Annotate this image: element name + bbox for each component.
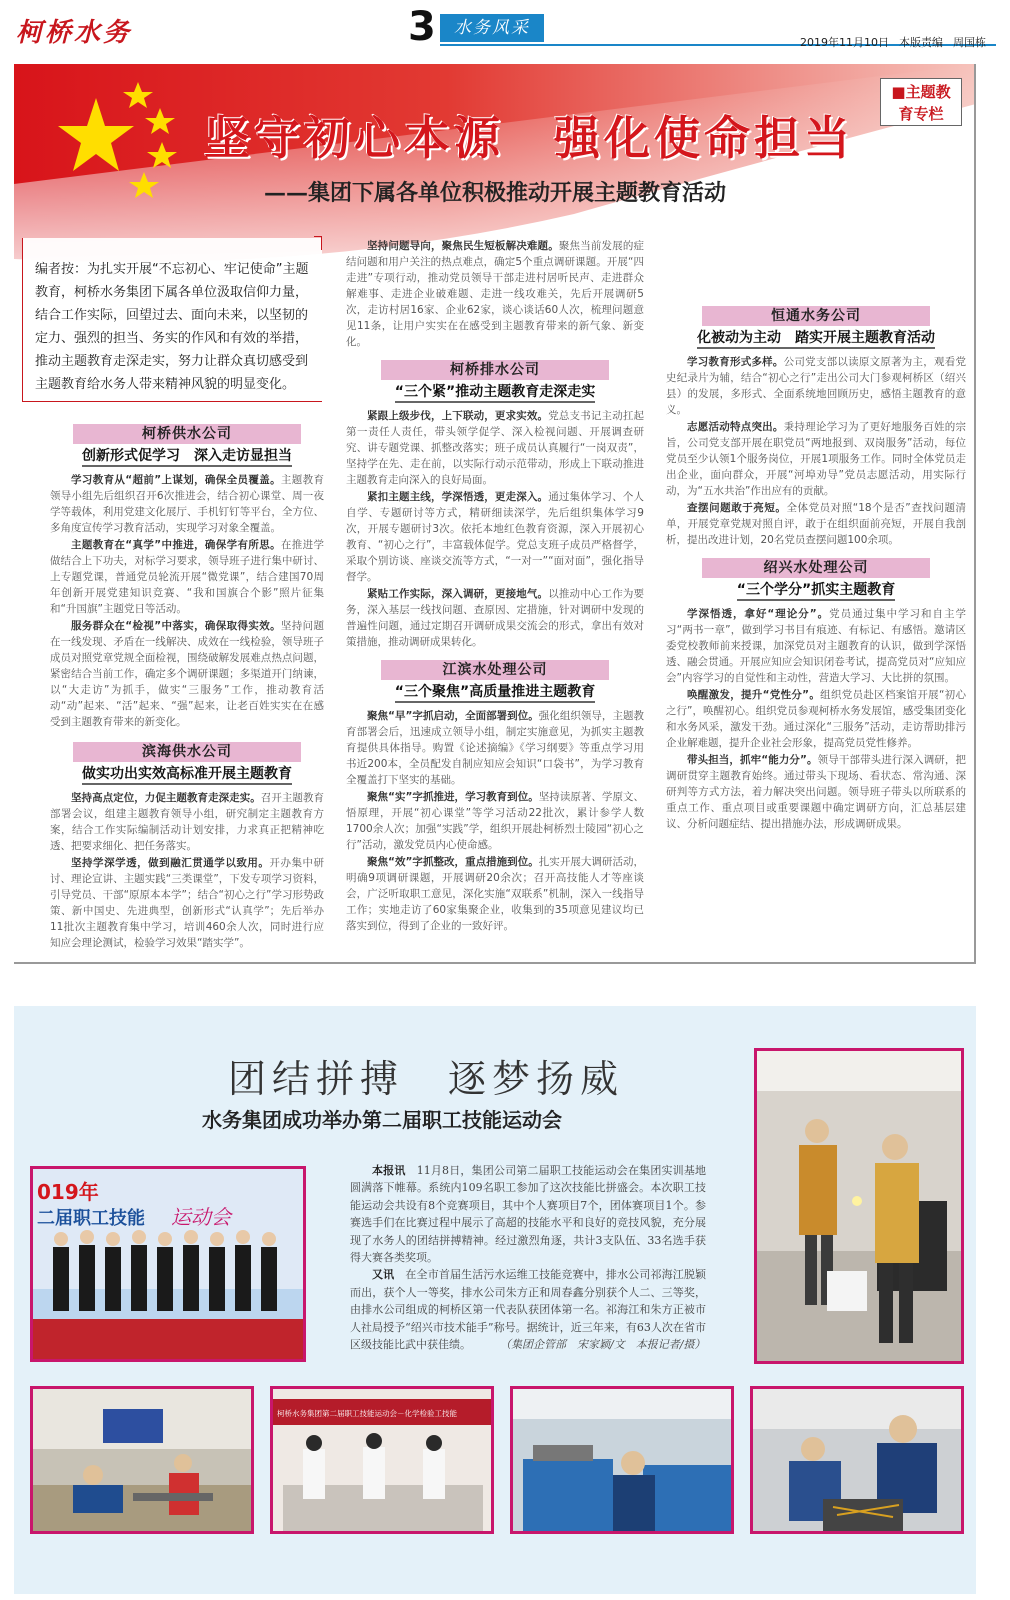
- company-headline: 创新形式促学习 深入走访显担当: [50, 448, 324, 464]
- paragraph: 学深悟透，拿好“理论分”。党员通过集中学习和自主学习“两书一章”，做到学习书目有痕迹、有标记、有感悟。邀请区委党校教师前来授课，加深党员对主题教育的认识，做到学深悟透、融会贯通。开展应知应会知识闭卷考试，提高党员对“应知应会”内容学习的自觉性和主动性，营造大学习、大比拼的氛围。: [666, 608, 966, 684]
- paragraph: 学习教育形式多样。公司党支部以读原文原著为主，观看党史纪录片为辅，结合“初心之行”走出公司大门参观柯桥区（绍兴县）的发展，多形式、全面系统地回顾历史，感悟主题教育的意义。: [666, 356, 966, 416]
- paragraph: 聚焦“效”字抓整改，重点措施到位。扎实开展大调研活动，明确9项调研课题，开展调研20余次；召开高技能人才等座谈会，广泛听取职工意见，深化实施“双联系”机制，深入一线指导工作；实地走访了60家集聚企业，收集到的35项意见建议均已落实到位，得到了企业的一致好评。: [346, 856, 644, 932]
- photo-wiring-task: [750, 1386, 964, 1534]
- company-name: 柯桥供水公司: [73, 424, 301, 444]
- company-headline: 化被动为主动 踏实开展主题教育活动: [666, 330, 966, 346]
- masthead: [0, 0, 1010, 56]
- photo1-banner-text: 二届职工技能: [37, 1208, 145, 1229]
- column-1: [50, 418, 324, 956]
- sports-meet-subtitle: 水务集团成功举办第二届职工技能运动会: [202, 1108, 562, 1132]
- page-number: 3: [408, 4, 436, 50]
- masthead-meta: [790, 34, 986, 50]
- paragraph: 坚持学深学透，做到融汇贯通学以致用。开办集中研讨、理论宣讲、主题实践“三类课堂”，下发专项学习资料，引导党员、干部“原原本本学”；结合“初心之行”学习形势政策、新中国史、先进典型，创新形式“认真学”；先后举办11批次主题教育集中学习，培训460余人次，同时进行应知应会理论测试，检验学习效果“踏实学”。: [50, 857, 324, 949]
- photo-pipe-repair: [30, 1386, 254, 1534]
- paragraph: 志愿活动特点突出。秉持理论学习为了更好地服务百姓的宗旨，公司党支部开展在职党员“两地报到、双岗服务”活动，每位党员至少认领1个服务岗位，开展1项服务工作。同时全体党员走出企业，面向群众，开展“河埠劝导”党员志愿活动，用实际行动，为“五水共治”作出应有的贡献。: [666, 421, 966, 497]
- paragraph: 查摆问题敢于亮短。全体党员对照“18个是否”查找问题清单，开展党章党规对照自评，敢于在组织面前亮短，开展自我剖析，提出改进计划，20名党员查摆问题100余项。: [666, 502, 966, 546]
- paragraph: 又讯 在全市首届生活污水运维工技能竞赛中，排水公司祁海江脱颖而出，获个人一等奖，排水公司朱方正和周春鑫分别获个人二、三等奖，由排水公司组成的柯桥区第一代表队获团体第一名。祁海江和朱方正被市人社局授予“绍兴市技术能手”称号。据统计，近三年来，有63人次在省市区级技能比武中获佳绩。: [350, 1268, 706, 1352]
- note-frame: [314, 236, 322, 250]
- column-2: [346, 238, 644, 956]
- feature-panel: [14, 64, 976, 964]
- company-name: 江滨水处理公司: [381, 660, 609, 680]
- editor-label: 本版责编: [899, 36, 943, 49]
- paragraph: 服务群众在“检视”中落实，确保取得实效。坚持问题在一线发现、矛盾在一线解决、成效在一线检验，领导班子成员对照党章党规全面检视，围绕破解发展难点热点问题，紧密结合当前工作，确定多个调研课题；多渠道开门纳谏，以“大走访”为抓手，做实“三服务”工作，推动教育活动“动”起来、“活”起来、“强”起来，让老百姓实实在在感受到主题教育带来的新变化。: [50, 620, 324, 728]
- company-headline: “三个学分”抓实主题教育: [666, 582, 966, 598]
- sports-meet-title: 团结拼搏 逐梦扬威: [228, 1057, 625, 1101]
- paragraph: 紧跟上级步伐，上下联动，更求实效。党总支书记主动扛起第一责任人责任，带头领学促学、深入检视问题、开展调查研究、讲专题党课、抓整改落实；班子成员认真履行“一岗双责”，坚持学在先、走在前，以实际行动示范带动，形成上下联动推进主题教育走向深入的良好局面。: [346, 410, 644, 486]
- paragraph: 坚持问题导向，聚焦民生短板解决难题。聚焦当前发展的症结问题和用户关注的热点难点，确定5个重点调研课题。开展“四走进”专项行动，推动党员领导干部走进村居听民声、走进群众解难事、走进企业破难题、走进一线攻难关，先后开展调研5次，走访村居16家、企业62家，谈心谈话60人次，梳理问题意见11条，让用户实实在在感受到主题教育带来的新气象、新变化。: [346, 240, 644, 348]
- paragraph: 主题教育在“真学”中推进，确保学有所思。在推进学做结合上下功夫，对标学习要求，领导班子进行集中研讨、上专题党课，普通党员轮流开展“微党课”，结合建国70周年创新开展党建知识竞赛、“我和国旗合个影”照片征集和“升国旗”主题党日等活动。: [50, 539, 324, 615]
- photo-workshop-bench: [510, 1386, 734, 1534]
- photo1-banner-year: 019年: [37, 1180, 99, 1204]
- paragraph: 紧扣主题主线，学深悟透，更走深入。通过集体学习、个人自学、专题研讨等方式，精研细读深学，先后组织集体学习9次，开展专题研讨3次。依托本地红色教育资源，深入开展初心教育、“初心之行”，丰富载体促学。党总支班子成员严格督学，采取个别访谈、座谈交流等方式，“一对一”“面对面”，强化指导督学。: [346, 491, 644, 583]
- paragraph: 坚持高点定位，力促主题教育走深走实。召开主题教育部署会议，组建主题教育领导小组，研究制定主题教育方案，结合工作实际编制活动计划安排，力求真正把精神吃透、把要求细化、把任务落实。: [50, 792, 324, 852]
- company-headline: 做实功出实效高标准开展主题教育: [50, 766, 324, 782]
- paragraph: 本报讯 11月8日，集团公司第二届职工技能运动会在集团实训基地圆满落下帷幕。系统内109名职工参加了这次技能比拼盛会。本次职工技能运动会共设有8个竞赛项目，其中个人赛项目7个，团体赛项目1个。参赛选手们在比赛过程中展示了高超的技能水平和良好的竞技风貌，充分展现了水务人的团结拼搏精神。经过激烈角逐，共计3支队伍、33名选手获得大赛各类奖项。: [350, 1164, 706, 1265]
- paragraph: 聚焦“实”字抓推进，学习教育到位。坚持读原著、学原文、悟原理，开展“初心课堂”等学习活动22批次，累计参学人数1700余人次；加强“实践”学，组织开展赴柯桥烈士陵园“初心之行”活动，激发党员内心使命感。: [346, 791, 644, 851]
- paragraph: 紧贴工作实际，深入调研，更接地气。以推动中心工作为要务，深入基层一线找问题、查原因、定措施，针对调研中发现的普遍性问题，通过定期召开调研成果交流会的形式，拿出有效对策措施，推动调研成果转化。: [346, 588, 644, 648]
- paragraph: 唤醒激发，提升“党性分”。组织党员赴区档案馆开展“初心之行”，唤醒初心。组织党员参观柯桥水务发展馆，感受集团变化和水务风采，激发干劲。通过深化“三服务”活动，走访帮助排污企业解难题，提升企业社会形象，提高党员党性修养。: [666, 689, 966, 749]
- feature-subtitle: ——集团下属各单位积极推动开展主题教育活动: [264, 180, 727, 206]
- column-tag-line1: ■主题教: [891, 83, 951, 101]
- photo-welding-contest: [754, 1048, 964, 1364]
- company-name: 滨海供水公司: [73, 742, 301, 762]
- column-3: [666, 238, 966, 956]
- column-tag: [880, 78, 962, 126]
- column-tag-line2: 育专栏: [898, 105, 944, 123]
- editor-note: 编者按：为扎实开展“不忘初心、牢记使命”主题教育，柯桥水务集团下属各单位汲取信仰力量，结合工作实际，回望过去、面向未来，以坚韧的定力、强烈的担当、务实的作风和有效的举措，推动主题教育走深走实，努力让群众真切感受到主题教育给水务人带来精神风貌的明显变化。: [22, 238, 322, 402]
- sports-meet-panel: [14, 1006, 976, 1594]
- editor-name: 周国栋: [953, 36, 986, 49]
- section-tag: 水务风采: [440, 14, 544, 42]
- paragraph: 聚焦“早”字抓启动，全面部署到位。强化组织领导，主题教育部署会后，迅速成立领导小组，制定实施意见，为抓实主题教育提供具体指导。购置《论述摘编》《学习纲要》等重点学习用书近200本，全员配发自制应知应会知识“口袋书”，为学习教育全覆盖打下坚实的基础。: [346, 710, 644, 786]
- company-headline: “三个聚焦”高质量推进主题教育: [346, 684, 644, 700]
- company-name: 恒通水务公司: [702, 306, 930, 326]
- photo-chemistry-test: [270, 1386, 494, 1534]
- photo-credit: （集团企管部 宋家颖/文 本报记者/摄）: [500, 1338, 706, 1351]
- paragraph: 学习教育从“超前”上谋划，确保全员覆盖。主题教育领导小组先后组织召开6次推进会，结合初心课堂、周一夜学等载体，利用党建文化展厅、手机钉钉等平台，全方位、多角度宣传学习教育活动，实现学习对象全覆盖。: [50, 474, 324, 534]
- photo3-banner: 柯桥水务集团第二届职工技能运动会－化学检验工技能: [277, 1409, 457, 1418]
- company-headline: “三个紧”推动主题教育走深走实: [346, 384, 644, 400]
- brand-logo: 柯桥水务: [16, 18, 133, 48]
- photo1-banner-script: 运动会: [171, 1205, 231, 1229]
- company-name: 绍兴水处理公司: [702, 558, 930, 578]
- issue-date: 2019年11月10日: [800, 36, 889, 49]
- paragraph: 带头担当，抓牢“能力分”。领导干部带头进行深入调研，把调研贯穿主题教育始终。通过带头下现场、看状态、常沟通、深研判等方式方法，着力解决突出问题。领导班子带头以所联系的重点工作、重点项目或重要课题中确定调研方向，汇总基层建议、分析问题症结、提出措施办法，形成调研成果。: [666, 754, 966, 830]
- sports-meet-article: [350, 1162, 706, 1352]
- company-name: 柯桥排水公司: [381, 360, 609, 380]
- photo-opening-ceremony: [30, 1166, 306, 1362]
- feature-title: 坚守初心本源 强化使命担当: [204, 111, 854, 165]
